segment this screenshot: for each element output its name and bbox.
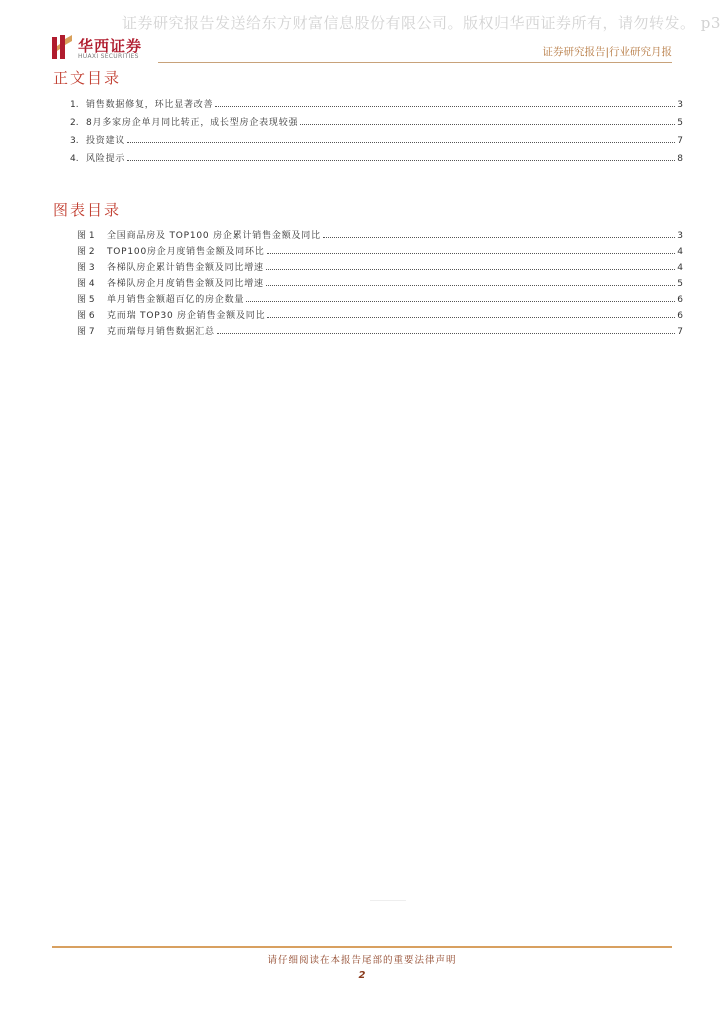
toc-item-page: 5	[677, 118, 683, 128]
figure-item-number: 图 4	[77, 279, 95, 289]
page-number: 2	[358, 970, 366, 981]
figure-item-page: 3	[677, 231, 683, 241]
toc-leader-dots	[266, 284, 675, 286]
figure-item-page: 7	[677, 327, 683, 337]
figure-item[interactable]	[70, 227, 683, 241]
footer-disclaimer: 请仔细阅读在本报告尾部的重要法律声明	[267, 955, 457, 966]
faint-artifact	[370, 900, 406, 901]
toc-item[interactable]	[70, 96, 683, 110]
toc-title: 正文目录	[53, 69, 122, 87]
figure-item-number: 图 5	[77, 295, 95, 305]
figure-item-text: 单月销售金额超百亿的房企数量	[107, 295, 245, 305]
figure-item[interactable]	[70, 243, 683, 257]
toc-leader-dots	[300, 123, 675, 125]
toc-item-text: 销售数据修复，环比显著改善	[86, 100, 214, 110]
figure-item-text: TOP100房企月度销售金额及同环比	[107, 247, 265, 257]
figure-item[interactable]	[70, 323, 683, 337]
figure-item[interactable]	[70, 259, 683, 273]
toc-item[interactable]	[70, 114, 683, 128]
report-type-label: 证券研究报告|行业研究月报	[542, 46, 672, 58]
toc-leader-dots	[217, 332, 675, 334]
figure-item-text: 克而瑞 TOP30 房企销售金额及同比	[107, 311, 266, 321]
huaxi-logo-icon	[52, 35, 72, 59]
figure-item-number: 图 1	[77, 231, 95, 241]
logo-english-name: HUAXI SECURITIES	[78, 53, 139, 60]
watermark-text: 证券研究报告发送给东方财富信息股份有限公司。版权归华西证券所有，请勿转发。 p3	[122, 14, 721, 32]
toc-item-page: 7	[677, 136, 683, 146]
figure-item-text: 各梯队房企累计销售金额及同比增速	[107, 263, 264, 273]
toc-leader-dots	[127, 141, 675, 143]
toc-item-number: 3.	[70, 136, 79, 146]
figure-item[interactable]	[70, 275, 683, 289]
toc-item-page: 8	[677, 154, 683, 164]
figure-item-number: 图 7	[77, 327, 95, 337]
toc-item[interactable]	[70, 132, 683, 146]
toc-item-number: 2.	[70, 118, 79, 128]
header-divider	[158, 62, 672, 63]
figure-item-number: 图 2	[77, 247, 95, 257]
figure-item-page: 5	[677, 279, 683, 289]
figure-item[interactable]	[70, 307, 683, 321]
footer-divider	[52, 946, 672, 948]
toc-item-page: 3	[677, 100, 683, 110]
toc-item-text: 风险提示	[86, 154, 126, 164]
toc-leader-dots	[266, 268, 675, 270]
toc-leader-dots	[127, 159, 675, 161]
figure-item-page: 4	[677, 247, 683, 257]
toc-leader-dots	[323, 236, 675, 238]
toc-item-number: 1.	[70, 100, 79, 110]
toc-leader-dots	[215, 105, 675, 107]
figure-item-text: 克而瑞每月销售数据汇总	[107, 327, 215, 337]
figure-item-text: 全国商品房及 TOP100 房企累计销售金额及同比	[107, 231, 321, 241]
figure-item-text: 各梯队房企月度销售金额及同比增速	[107, 279, 264, 289]
company-logo	[52, 33, 162, 63]
toc-leader-dots	[267, 316, 675, 318]
toc-item-text: 投资建议	[86, 136, 126, 146]
toc-item[interactable]	[70, 150, 683, 164]
toc-item-text: 8月多家房企单月同比转正，成长型房企表现较强	[86, 118, 299, 128]
toc-item-number: 4.	[70, 154, 79, 164]
figure-item-number: 图 6	[77, 311, 95, 321]
figure-item-page: 6	[677, 311, 683, 321]
figure-item-page: 6	[677, 295, 683, 305]
figure-item[interactable]	[70, 291, 683, 305]
figure-item-page: 4	[677, 263, 683, 273]
figure-item-number: 图 3	[77, 263, 95, 273]
toc-leader-dots	[267, 252, 676, 254]
logo-chinese-name: 华西证券	[78, 37, 143, 55]
toc-leader-dots	[246, 300, 675, 302]
figure-list-title: 图表目录	[53, 201, 122, 219]
